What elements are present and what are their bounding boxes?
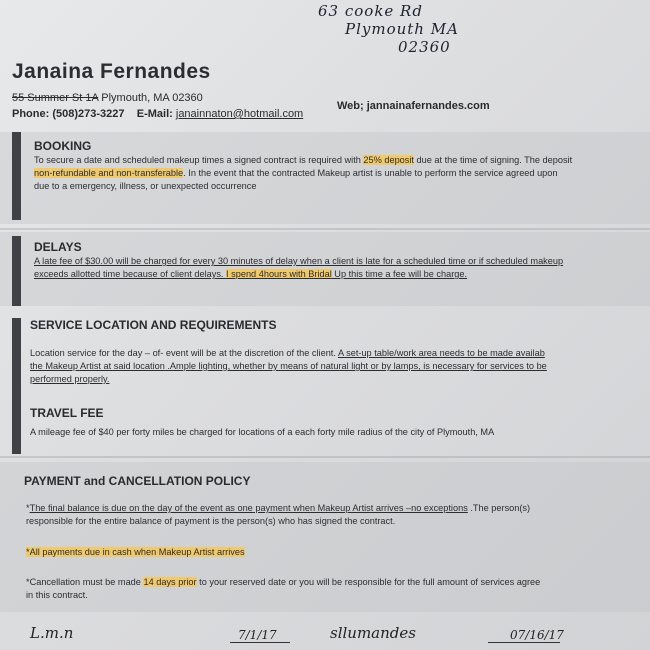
contact-line	[12, 100, 490, 120]
address-line	[12, 92, 203, 104]
booking-text	[34, 154, 572, 193]
section-bar	[12, 318, 21, 454]
cancellation-text-b: to your reserved date or you will be responsible for the full amount of services agree	[196, 577, 541, 587]
signature-line	[488, 642, 560, 643]
signature-date-1: 7/1/17	[238, 628, 277, 642]
cash-highlight: *All payments due in cash when Makeup Artist arrives	[26, 547, 245, 557]
booking-text-3: due to a emergency, illness, or unexpected occurrence	[34, 181, 257, 191]
paper-fold-line	[0, 228, 650, 230]
email-value: janainnaton@hotmail.com	[175, 108, 304, 120]
bridal-highlight: I spend 4hours with Bridal	[226, 269, 332, 279]
city-address: Plymouth, MA 02360	[101, 92, 203, 104]
cancellation-text-a: *Cancellation must be made	[26, 577, 144, 587]
website: Web; jannainafernandes.com	[337, 100, 490, 112]
handwritten-address-line3: 02360	[398, 38, 451, 56]
service-text-2: the Makeup Artist at said location .Ample lighting, whether by means of natural light or by lamps, is necessary for services to be	[30, 361, 547, 371]
signature-date-2: 07/16/17	[510, 628, 564, 642]
delays-text	[34, 255, 563, 281]
phone-label: Phone:	[12, 108, 50, 120]
booking-text-2b: . In the event that the contracted Makeup artist is unable to perform the service agreed upon	[183, 168, 558, 178]
client-signature: L.m.n	[30, 624, 74, 642]
service-text-3: performed properly.	[30, 374, 110, 384]
travel-fee-text: A mileage fee of $40 per forty miles be charged for locations of a each forty mile radius of the city of Plymouth, MA	[30, 427, 495, 437]
service-section	[0, 312, 650, 454]
paper-fold-line	[0, 456, 650, 458]
service-text-1a: Location service for the day – of- event will be at the discretion of the client.	[30, 348, 338, 358]
service-text-1b: A set-up table/work area needs to be made availab	[337, 348, 545, 358]
nonrefundable-highlight: non-refundable and non-transferable	[34, 168, 184, 178]
delays-section	[0, 232, 650, 306]
artist-signature: sllumandes	[330, 624, 416, 642]
service-title: SERVICE LOCATION AND REQUIREMENTS	[30, 318, 277, 332]
delays-text-2b: Up this time a fee will be charge.	[331, 269, 468, 279]
payment-text-1b: The final balance is due on the day of the event as one payment when Makeup Artist arrives –no exceptions	[29, 503, 468, 513]
struck-address: 55 Summer St 1A	[12, 92, 99, 104]
cash-note	[26, 546, 245, 559]
delays-title: DELAYS	[34, 240, 82, 254]
travel-fee-title: TRAVEL FEE	[30, 406, 104, 420]
payment-text-1c: .The person(s)	[467, 503, 531, 513]
booking-title: BOOKING	[34, 139, 92, 153]
delays-text-1: A late fee of $30.00 will be charged for every 30 minutes of delay when a client is late for a scheduled time or if scheduled makeup	[34, 256, 564, 266]
section-bar	[12, 132, 21, 220]
booking-text-1b: due at the time of signing. The deposit	[413, 155, 573, 165]
email-label: E-Mail:	[136, 108, 173, 120]
document-title-name: Janaina Fernandes	[12, 60, 211, 83]
payment-text	[26, 502, 530, 528]
section-bar	[12, 236, 21, 306]
cancellation-text-c: in this contract.	[26, 590, 88, 600]
cancellation-text	[26, 576, 540, 602]
payment-section	[0, 462, 650, 612]
deposit-highlight: 25% deposit	[363, 155, 414, 165]
days-prior-highlight: 14 days prior	[143, 577, 197, 587]
booking-text-1a: To secure a date and scheduled makeup times a signed contract is required with	[34, 155, 364, 165]
booking-section	[0, 132, 650, 224]
payment-text-2: responsible for the entire balance of payment is the person(s) who has signed the contract.	[26, 516, 396, 526]
handwritten-address-line1: 63 cooke Rd	[318, 2, 423, 20]
delays-text-2a: exceeds allotted time because of client delays.	[34, 269, 227, 279]
signature-line	[230, 642, 290, 643]
payment-title: PAYMENT and CANCELLATION POLICY	[24, 474, 251, 488]
service-text	[30, 347, 547, 386]
phone-value: (508)273-3227	[52, 108, 125, 120]
handwritten-address-line2: Plymouth MA	[345, 20, 459, 38]
payment-text-1a: *	[26, 503, 30, 513]
